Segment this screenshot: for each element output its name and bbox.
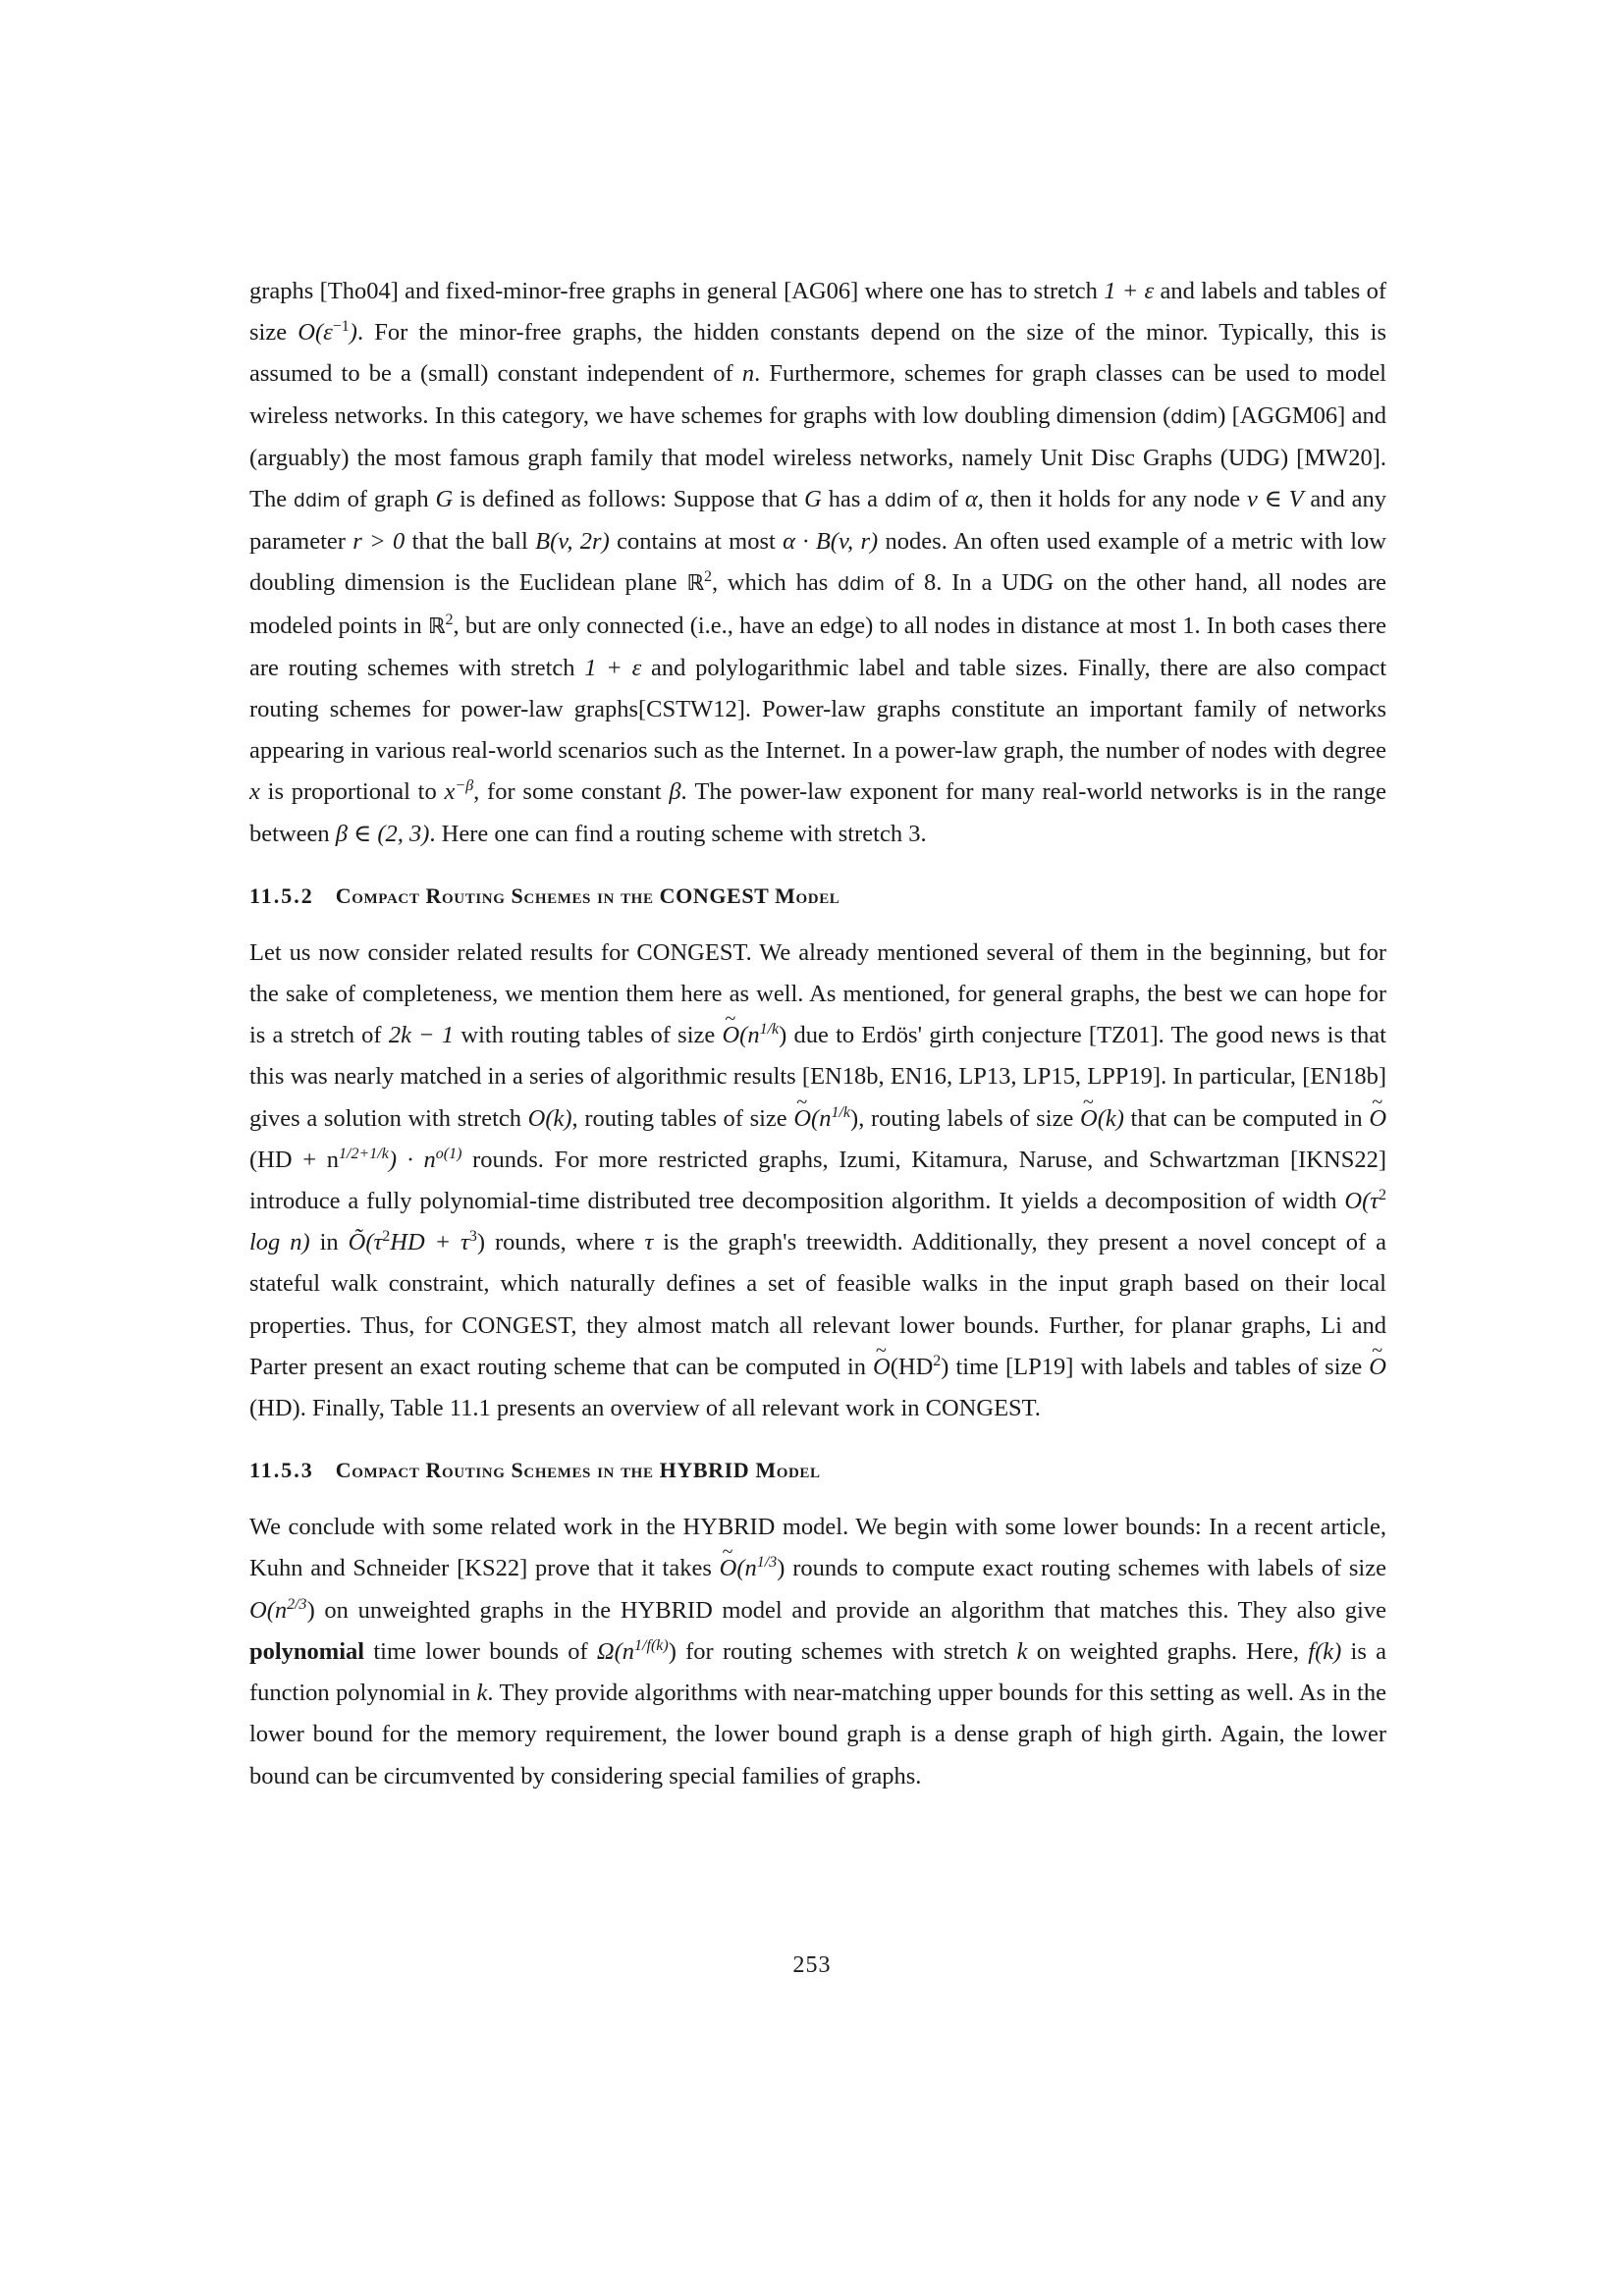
section-number: 11.5.3 [249, 1458, 314, 1483]
section-heading-11-5-3 [249, 1456, 1386, 1485]
section-number: 11.5.2 [249, 882, 314, 908]
ddim-term: ddim [884, 490, 932, 512]
ddim-term: ddim [838, 573, 885, 596]
bold-term: polynomial [249, 1637, 365, 1665]
ddim-term: ddim [1170, 405, 1218, 428]
paragraph-hybrid: We conclude with some related work in the HYBRID model. We begin with some lower bounds: In a recent article, Kuhn and Schneider [KS22] prove that it takes ~ $O(n^{1/3})$ rounds to compute exact routing schemes with labels of size $O(n^{2/3})$ on unweighted graphs in the HYBRID model and provide an algorithm that matches this. They also give polynomial time lower bounds of $\Omega(n^{1/f(k)})$ for routing schemes with stretch k on weighted graphs. Here, f(k) is a function polynomial in k. They provide algorithms with near-matching upper bounds for this setting as well. As in the lower bound for the memory requirement, the lower bound graph is a dense graph of high girth. Again, the lower bound can be circumvented by considering special families of graphs. [249, 1507, 1386, 1796]
paragraph-congest: Let us now consider related results for CONGEST. We already mentioned several of them in the beginning, but for the sake of completeness, we mention them here as well. As mentioned, for general graphs, the best we can hope for is a stretch of 2k − 1 with routing tables of size ~ $O(n^{1/k})$ due to Erdös' girth conjecture [TZ01]. The good news is that this was nearly matched in a series of algorithmic results [EN18b, EN16, LP13, LP15, LPP19]. In particular, [EN18b] gives a solution with stretch O(k), routing tables of size ~ $O(n^{1/k})$, routing labels of size ~ O(k) that can be computed in ~ $O(HD + n^{1/2+1/k}) \cdot n^{o(1)}$ rounds. For more restricted graphs, Izumi, Kitamura, Naruse, and Schwartzman [IKNS22] introduce a fully polynomial-time distributed tree decomposition algorithm. It yields a decomposition of width $O(\tau^2$ log n) in $Õ(\tau^2HD + \tau^3)$ rounds, where τ is the graph's treewidth. Additionally, they present a novel concept of a stateful walk constraint, which naturally defines a set of feasible walks in the input graph based on their local properties. Thus, for CONGEST, they almost match all relevant lower bounds. Further, for planar graphs, Li and Parter present an exact routing scheme that can be computed in ~ $O(HD^2)$ time [LP19] with labels and tables of size ~ O(HD). Finally, Table 11.1 presents an overview of all relevant work in CONGEST. [249, 933, 1386, 1429]
ddim-term: ddim [293, 490, 341, 512]
section-title: Compact Routing Schemes in the HYBRID Model [335, 1458, 821, 1483]
section-heading-11-5-2 [249, 881, 1386, 911]
section-title: Compact Routing Schemes in the CONGEST Model [335, 882, 840, 908]
paragraph-intro: graphs [Tho04] and fixed-minor-free graphs in general [AG06] where one has to stretch 1 + ε and labels and tables of size $O(\varepsilon^{-1})$. For the minor-free graphs, the hidden constants depend on the size of the minor. Typically, this is assumed to be a (small) constant independent of n. Furthermore, schemes for graph classes can be used to model wireless networks. In this category, we have schemes for graphs with low doubling dimension (ddim) [AGGM06] and (arguably) the most famous graph family that model wireless networks, namely Unit Disc Graphs (UDG) [MW20]. The ddim of graph G is defined as follows: Suppose that G has a ddim of α, then it holds for any node v ∈ V and any parameter r > 0 that the ball B(v, 2r) contains at most α · B(v, r) nodes. An often used example of a metric with low doubling dimension is the Euclidean plane ℝ$^2$, which has ddim of 8. In a UDG on the other hand, all nodes are modeled points in ℝ$^2$, but are only connected (i.e., have an edge) to all nodes in distance at most 1. In both cases there are routing schemes with stretch 1 + ε and polylogarithmic label and table sizes. Finally, there are also compact routing schemes for power-law graphs[CSTW12]. Power-law graphs constitute an important family of networks appearing in various real-world scenarios such as the Internet. In a power-law graph, the number of nodes with degree x is proportional to $x^{-\beta}$, for some constant β. The power-law exponent for many real-world networks is in the range between β ∈ (2, 3). Here one can find a routing scheme with stretch 3. [249, 278, 1387, 847]
page-number: 253 [792, 1952, 832, 1978]
page-body [249, 271, 1386, 1797]
